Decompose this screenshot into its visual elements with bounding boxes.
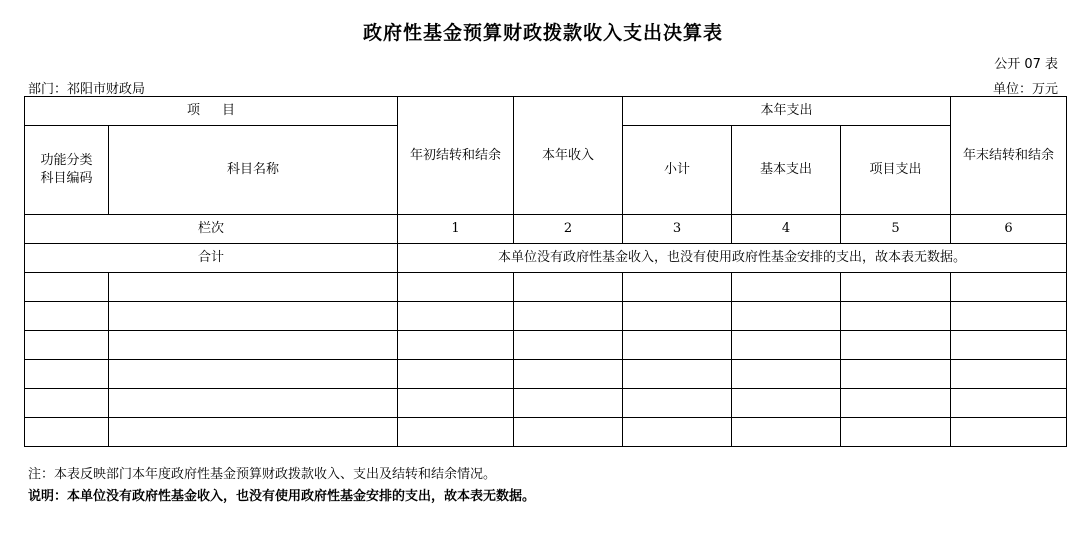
- table-cell: [25, 302, 109, 331]
- footnote: 注：本表反映部门本年度政府性基金预算财政拨款收入、支出及结转和结余情况。: [28, 467, 497, 482]
- table-cell: [109, 273, 398, 302]
- table-cell: [951, 389, 1067, 418]
- table-cell: [514, 418, 623, 447]
- table-row: [25, 273, 1067, 302]
- table-cell: [623, 360, 732, 389]
- total-message: 本单位没有政府性基金收入，也没有使用政府性基金安排的支出，故本表无数据。: [398, 244, 1067, 273]
- table-cell: [951, 273, 1067, 302]
- table-cell: [841, 389, 951, 418]
- page-title: 政府性基金预算财政拨款收入支出决算表: [362, 22, 723, 44]
- table-cell: [841, 360, 951, 389]
- table-cell: [109, 418, 398, 447]
- column-number-3: 3: [623, 215, 732, 244]
- table-cell: [25, 273, 109, 302]
- table-cell: [732, 273, 841, 302]
- unit-label: 单位：万元: [992, 82, 1058, 97]
- table-row: [25, 389, 1067, 418]
- table-cell: [732, 360, 841, 389]
- basic-expense-header: 基本支出: [732, 126, 841, 215]
- table-cell: [109, 302, 398, 331]
- total-label: 合计: [25, 244, 398, 273]
- table-cell: [25, 331, 109, 360]
- project-expense-header: 项目支出: [841, 126, 951, 215]
- beginning-balance-header: 年初结转和结余: [398, 97, 514, 215]
- table-cell: [25, 389, 109, 418]
- table-row: [25, 331, 1067, 360]
- column-number-2: 2: [514, 215, 623, 244]
- table-cell: [623, 273, 732, 302]
- column-number-6: 6: [951, 215, 1067, 244]
- table-cell: [732, 331, 841, 360]
- explanation-note: 说明：本单位没有政府性基金收入，也没有使用政府性基金安排的支出，故本表无数据。: [28, 489, 536, 504]
- table-cell: [951, 418, 1067, 447]
- table-cell: [514, 273, 623, 302]
- column-number-4: 4: [732, 215, 841, 244]
- table-cell: [398, 273, 514, 302]
- table-cell: [514, 360, 623, 389]
- name-header: 科目名称: [109, 126, 398, 215]
- table-cell: [841, 331, 951, 360]
- table-row: [25, 302, 1067, 331]
- column-number-1: 1: [398, 215, 514, 244]
- table-cell: [951, 302, 1067, 331]
- column-row-label: 栏次: [25, 215, 398, 244]
- code-header: [25, 126, 109, 215]
- table-cell: [951, 331, 1067, 360]
- table-cell: [841, 302, 951, 331]
- table-cell: [109, 389, 398, 418]
- item-header: 项目: [25, 97, 398, 126]
- table-cell: [841, 273, 951, 302]
- budget-table: [24, 96, 1067, 447]
- table-cell: [732, 302, 841, 331]
- table-cell: [398, 331, 514, 360]
- table-cell: [109, 360, 398, 389]
- table-cell: [732, 389, 841, 418]
- current-expense-header: 本年支出: [623, 97, 951, 126]
- table-cell: [623, 418, 732, 447]
- table-cell: [623, 389, 732, 418]
- table-cell: [951, 360, 1067, 389]
- department-label: 部门：祁阳市财政局: [28, 82, 146, 97]
- table-cell: [623, 331, 732, 360]
- table-cell: [623, 302, 732, 331]
- column-number-5: 5: [841, 215, 951, 244]
- current-income-header: 本年收入: [514, 97, 623, 215]
- table-cell: [25, 418, 109, 447]
- table-cell: [398, 389, 514, 418]
- table-cell: [841, 418, 951, 447]
- table-cell: [514, 331, 623, 360]
- table-row: [25, 360, 1067, 389]
- table-cell: [398, 360, 514, 389]
- table-cell: [514, 302, 623, 331]
- table-cell: [398, 418, 514, 447]
- table-row: [25, 418, 1067, 447]
- table-cell: [25, 360, 109, 389]
- ending-balance-header: 年末结转和结余: [951, 97, 1067, 215]
- table-cell: [514, 389, 623, 418]
- subtotal-header: 小计: [623, 126, 732, 215]
- form-number: 公开 07 表: [994, 57, 1058, 72]
- code-header-text: 功能分类 科目编码: [40, 153, 93, 186]
- table-cell: [109, 331, 398, 360]
- table-cell: [398, 302, 514, 331]
- table-cell: [732, 418, 841, 447]
